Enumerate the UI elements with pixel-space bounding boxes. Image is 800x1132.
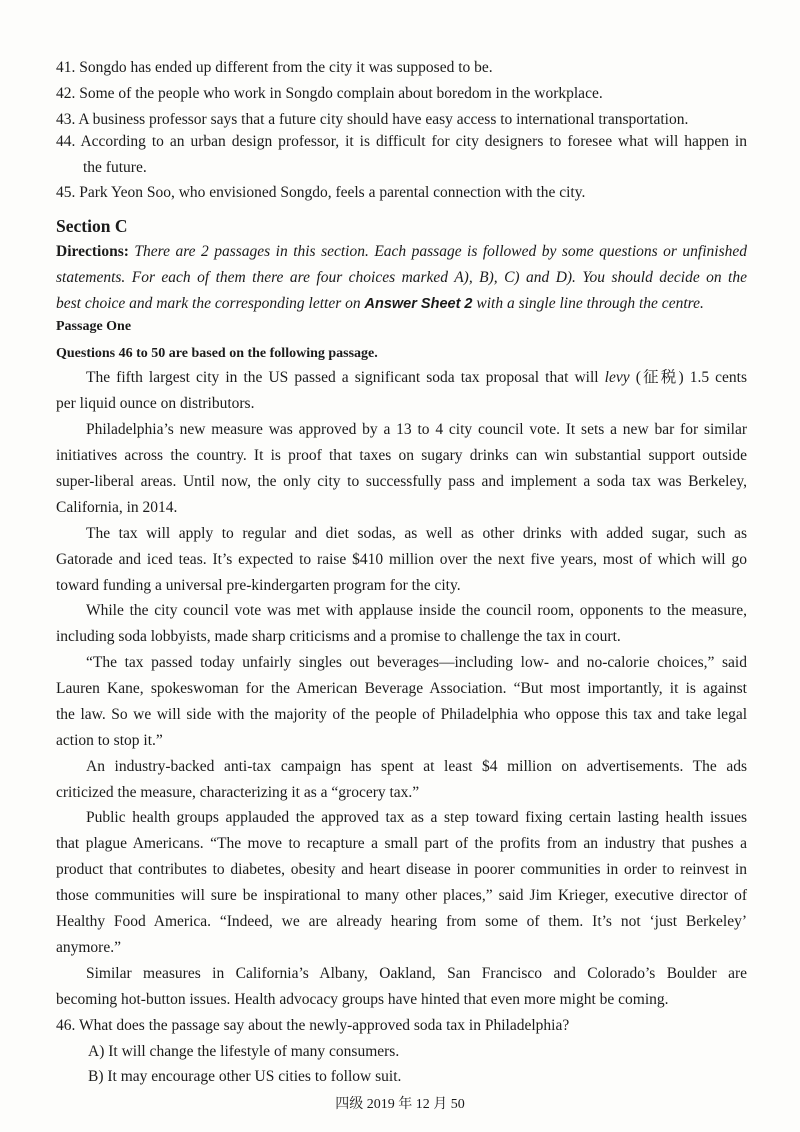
questions-label: Questions 46 to 50 are based on the following passage. — [56, 346, 378, 361]
passage-p7-line-6: anymore.” — [56, 939, 121, 956]
statement-42: 42. Some of the people who work in Songdo complain about boredom in the workplace. — [56, 85, 603, 102]
passage-p1-line-1: The fifth largest city in the US passed a significant soda tax proposal that will levy (征税) 1.5 cents — [86, 369, 747, 386]
section-c-title: Section C — [56, 216, 128, 236]
question-46-option-a: A) It will change the lifestyle of many consumers. — [88, 1043, 400, 1060]
passage-p8-line-1: Similar measures in California’s Albany, Oakland, San Francisco and Colorado’s Boulder are — [86, 965, 747, 982]
statement-43: 43. A business professor says that a future city should have easy access to international transportation. — [56, 111, 689, 128]
directions-line-2: statements. For each of them there are four choices marked A), B), C) and D). You should decide on the — [56, 269, 747, 286]
directions-line-1: Directions: There are 2 passages in this section. Each passage is followed by some questions or unfinished — [56, 243, 748, 260]
directions-line-3: best choice and mark the corresponding letter on Answer Sheet 2 with a single line through the centre. — [56, 295, 704, 312]
passage-p6-line-1: An industry-backed anti-tax campaign has spent at least $4 million on advertisements. The ads — [86, 758, 747, 775]
passage-p7-line-4: those communities will sure be inspirational to many other places,” said Jim Krieger, executive director of — [56, 887, 747, 904]
passage-p5-line-2: Lauren Kane, spokeswoman for the American Beverage Association. “But most importantly, it is against — [56, 680, 747, 697]
passage-p7-line-5: Healthy Food America. “Indeed, we are already hearing from some of them. It’s not ‘just Berkeley’ — [56, 913, 747, 930]
passage-p7-line-2: that plague Americans. “The move to recapture a small part of the profits from an industry that pushes a — [56, 835, 747, 852]
passage-p3-line-1: The tax will apply to regular and diet sodas, as well as other drinks with added sugar, such as — [86, 525, 747, 542]
passage-label: Passage One — [56, 319, 132, 334]
passage-p8-line-2: becoming hot-button issues. Health advocacy groups have hinted that even more might be coming. — [56, 991, 669, 1008]
passage-p5-line-4: action to stop it.” — [56, 732, 163, 749]
statement-45: 45. Park Yeon Soo, who envisioned Songdo, feels a parental connection with the city. — [56, 184, 586, 201]
passage-p5-line-1: “The tax passed today unfairly singles out beverages—including low- and no-calorie choices,” said — [86, 654, 747, 671]
passage-p1-line-2: per liquid ounce on distributors. — [56, 395, 255, 412]
passage-p2-line-3: super-liberal areas. Until now, the only city to successfully pass and implement a soda tax was Berkeley, — [56, 473, 747, 490]
passage-p4-line-1: While the city council vote was met with applause inside the council room, opponents to the measure, — [86, 602, 747, 619]
passage-p7-line-3: product that contributes to diabetes, obesity and heart disease in poorer communities in order to reinvest in — [56, 861, 747, 878]
page-footer: 四级 2019 年 12 月 50 — [335, 1097, 465, 1112]
passage-p3-line-2: Gatorade and iced teas. It’s expected to raise $410 million over the next five years, most of which will go — [56, 551, 747, 568]
passage-p2-line-4: California, in 2014. — [56, 499, 178, 516]
passage-p4-line-2: including soda lobbyists, made sharp criticisms and a promise to challenge the tax in court. — [56, 628, 621, 645]
answer-sheet-label: Answer Sheet 2 — [364, 296, 473, 312]
passage-p5-line-3: the law. So we will side with the majority of the people of Philadelphia who oppose this tax and take legal — [56, 706, 747, 723]
passage-p2-line-1: Philadelphia’s new measure was approved by a 13 to 4 city council vote. It sets a new bar for similar — [86, 421, 747, 438]
directions-label: Directions: — [56, 243, 129, 260]
passage-p7-line-1: Public health groups applauded the approved tax as a step toward fixing certain lasting health issues — [86, 809, 747, 826]
statement-44: 44. According to an urban design professor, it is difficult for city designers to foresee what will happen in — [56, 133, 747, 150]
statement-44-continued: the future. — [83, 159, 147, 176]
passage-p2-line-2: initiatives across the country. It is proof that taxes on sugary drinks can win substantial support outside — [56, 447, 747, 464]
passage-p3-line-3: toward funding a universal pre-kindergarten program for the city. — [56, 577, 461, 594]
passage-p6-line-2: criticized the measure, characterizing it as a “grocery tax.” — [56, 784, 420, 801]
question-46-option-b: B) It may encourage other US cities to follow suit. — [88, 1068, 402, 1085]
statement-41: 41. Songdo has ended up different from the city it was supposed to be. — [56, 59, 493, 76]
question-46-stem: 46. What does the passage say about the newly-approved soda tax in Philadelphia? — [56, 1017, 570, 1034]
